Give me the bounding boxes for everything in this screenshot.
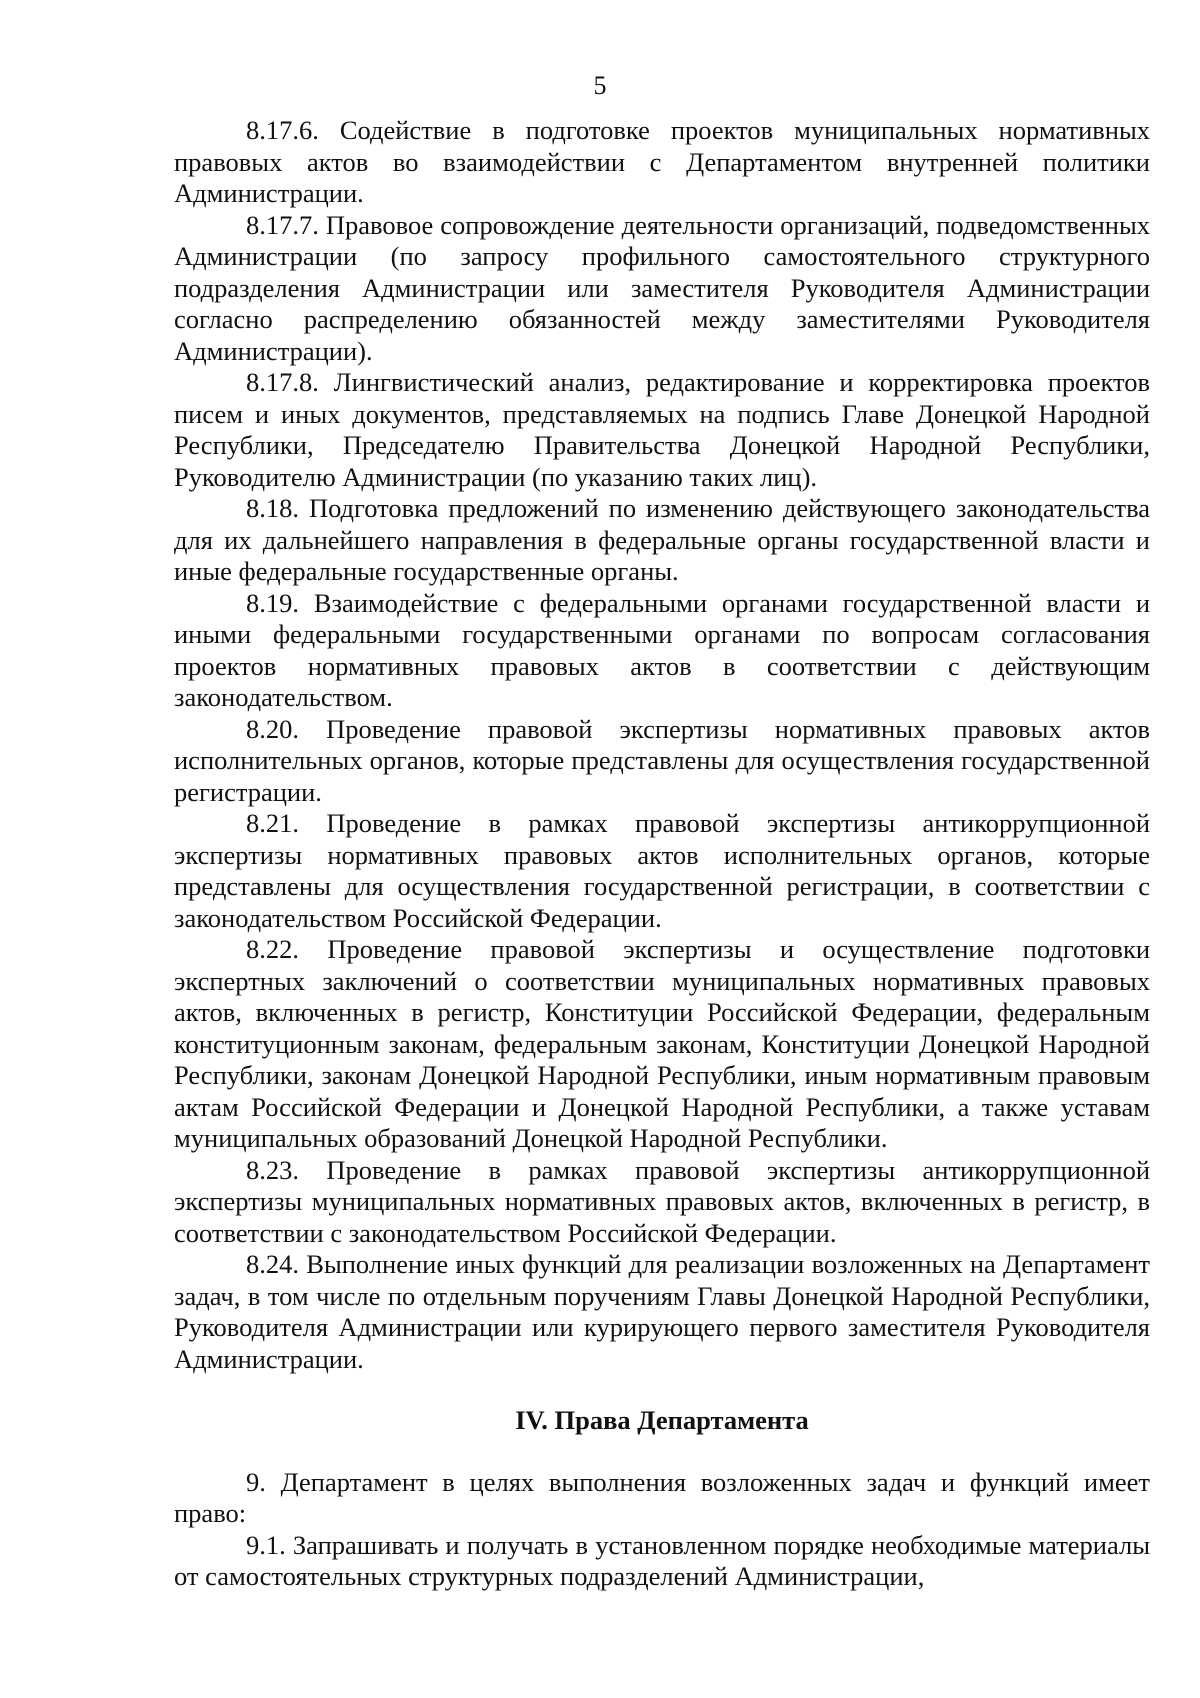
paragraph <box>174 1249 1150 1375</box>
paragraph <box>174 588 1150 714</box>
paragraph-text: Проведение в рамках правовой экспертизы антикоррупционной экспертизы нормативных правовых актов исполнительных органов, которые представлены для осуществления государственной регистрации, в соответствии с законодательством Российской Федерации. <box>174 808 1150 933</box>
paragraph-text: Проведение правовой экспертизы нормативных правовых актов исполнительных органов, которые представлены для осуществления государственной регистрации. <box>174 713 1150 807</box>
paragraph <box>174 808 1150 934</box>
paragraph-text: Запрашивать и получать в установленном порядке необходимые материалы от самостоятельных структурных подразделений Администрации, <box>174 1529 1150 1591</box>
paragraph <box>174 210 1150 368</box>
paragraph-number: 8.17.7. <box>246 209 319 240</box>
paragraph-text: Содействие в подготовке проектов муниципальных нормативных правовых актов во взаимодействии с Департаментом внутренней политики Администрации. <box>174 115 1151 208</box>
paragraph-number: 8.18. <box>246 493 299 523</box>
paragraph-number: 9.1. <box>246 1529 286 1560</box>
paragraph-number: 8.23. <box>246 1154 299 1185</box>
paragraph <box>174 1155 1150 1250</box>
paragraph <box>174 367 1150 493</box>
paragraph <box>174 934 1150 1155</box>
page-number: 5 <box>593 71 607 100</box>
paragraph-number: 8.17.6. <box>246 115 319 145</box>
paragraph <box>174 1530 1150 1593</box>
paragraph-text: Взаимодействие с федеральными органами государственной власти и иными федеральными государственными органами по вопросам согласования проектов нормативных правовых актов в соответствии с действующим законодательством. <box>174 587 1151 712</box>
paragraph-number: 8.20. <box>246 713 299 744</box>
paragraph-text: Подготовка предложений по изменению действующего законодательства для их дальнейшего направления в федеральные органы государственной власти и иные федеральные государственные органы. <box>174 493 1151 586</box>
paragraph-number: 9. <box>246 1466 266 1497</box>
paragraph <box>174 1467 1150 1530</box>
paragraph-group-rights <box>174 1467 1150 1593</box>
document-body <box>174 115 1150 1593</box>
paragraph-number: 8.21. <box>246 808 299 838</box>
paragraph-group-functions <box>174 115 1150 1375</box>
paragraph-text: Департамент в целях выполнения возложенных задач и функций имеет право: <box>174 1466 1150 1528</box>
section-heading: IV. Права Департамента <box>515 1405 809 1435</box>
paragraph-text: Проведение в рамках правовой экспертизы антикоррупционной экспертизы муниципальных нормативных правовых актов, включенных в регистр, в соответствии с законодательством Российской Федерации. <box>174 1154 1150 1248</box>
paragraph-text: Лингвистический анализ, редактирование и корректировка проектов писем и иных документов, представляемых на подпись Главе Донецкой Народной Республики, Председателю Правительства Донецкой Народной Республики, Руководителю Администрации (по указанию таких лиц). <box>174 367 1151 492</box>
paragraph-text: Проведение правовой экспертизы и осуществление подготовки экспертных заключений о соответствии муниципальных нормативных правовых актов, включенных в регистр, Конституции Российской Федерации, федеральным конституционным законам, федеральным законам, Конституции Донецкой Народной Республики, законам Донецкой Народной Республики, иным нормативным правовым актам Российской Федерации и Донецкой Народной Республики, а также уставам муниципальных образований Донецкой Народной Республики. <box>174 934 1150 1153</box>
paragraph-number: 8.17.8. <box>246 367 319 397</box>
paragraph <box>174 714 1150 809</box>
paragraph-number: 8.24. <box>246 1249 299 1279</box>
paragraph-number: 8.19. <box>246 587 299 618</box>
paragraph <box>174 493 1150 588</box>
paragraph-text: Правовое сопровождение деятельности организаций, подведомственных Администрации (по запросу профильного самостоятельного структурного подразделения Администрации или заместителя Руководителя Администрации согласно распределению обязанностей между заместителями Руководителя Администрации). <box>174 209 1151 366</box>
paragraph <box>174 115 1150 210</box>
paragraph-number: 8.22. <box>246 934 299 964</box>
paragraph-text: Выполнение иных функций для реализации возложенных на Департамент задач, в том числе по отдельным поручениям Главы Донецкой Народной Республики, Руководителя Администрации или курирующего первого заместителя Руководителя Администрации. <box>174 1249 1150 1374</box>
